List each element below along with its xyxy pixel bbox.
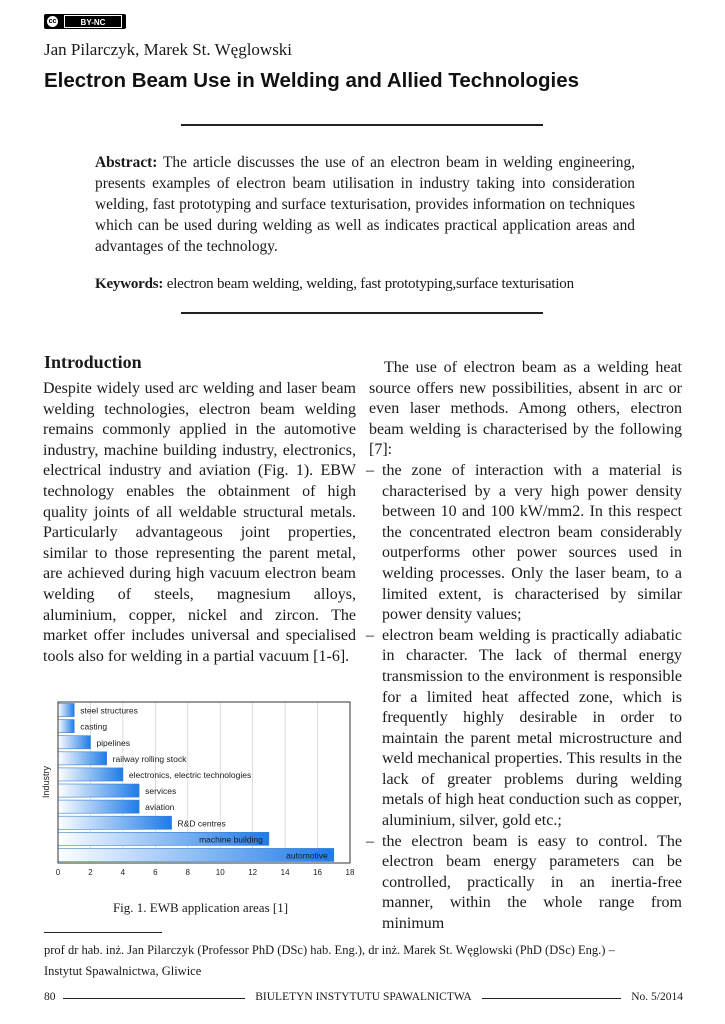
right-column — [366, 358, 682, 935]
abstract — [95, 152, 635, 257]
bar-label: aviation — [145, 802, 175, 813]
article-title: Electron Beam Use in Welding and Allied Technologies — [44, 69, 579, 92]
x-axis-ticks — [56, 868, 355, 877]
abstract-label: Abstract: — [95, 154, 158, 171]
bar-label: R&D centres — [177, 818, 226, 829]
chart-bar — [58, 736, 90, 749]
bullet-text: electron beam welding is practically adiabatic in character. The lack of thermal energy transmission to the environment is responsible for a limited heat affected zone, which is frequently highly desirable in order to maintain the parent metal microstructure and weld mechanical properties. This results in the lack of greater problems during welding metals of high heat conduction such as copper, aluminium, silver, gold etc.; — [382, 626, 682, 830]
bullet-text: the zone of interaction with a material is characterised by a very high power density between 10 and 100 kW/mm2. In this respect the concentrated electron beam considerably outperforms other power sources used in welding processes. Only the laser beam, to a limited extent, is characterised by similar power density values; — [382, 461, 682, 624]
chart-bar — [58, 720, 74, 733]
chart-bar — [58, 800, 139, 813]
x-tick-label: 18 — [345, 868, 355, 877]
list-item — [366, 626, 682, 832]
cc-badge: cc — [48, 18, 57, 25]
list-item — [366, 832, 682, 935]
authors: Jan Pilarczyk, Marek St. Węglowski — [44, 40, 293, 59]
keywords-label: Keywords: — [95, 276, 164, 292]
x-tick-label: 2 — [88, 868, 93, 877]
intro-paragraph: Despite widely used arc welding and laser beam welding technologies, electron beam welding remains commonly applied in the automotive industry, machine building industry, electronics, electrical industry and aviation (Fig. 1). EBW technology enables the obtainment of high quality joints of all weldable structural metals. Particularly advantageous joint properties, similar to those representing the parent metal, are achieved during high vacuum electron beam welding of steels, magnesium alloys, aluminium, copper, nickel and zircon. The market offer includes universal and specialised tools also for welding in a partial vacuum [1-6]. — [43, 380, 356, 665]
list-item — [366, 461, 682, 626]
bar-label: services — [145, 786, 177, 797]
ewb-chart — [40, 698, 358, 884]
chart-bar — [58, 704, 74, 717]
x-tick-label: 10 — [215, 868, 225, 877]
abstract-divider — [181, 312, 543, 314]
chart-bar — [58, 784, 139, 797]
keywords — [95, 276, 655, 293]
left-column — [43, 379, 356, 667]
x-tick-label: 16 — [313, 868, 323, 877]
footnote-line: prof dr hab. inż. Jan Pilarczyk (Professor PhD (DSc) hab. Eng.), dr inż. Marek St. Węglowski (PhD (DSc) Eng.) – — [44, 943, 615, 957]
footnote-line: Instytut Spawalnictwa, Gliwice — [44, 964, 202, 978]
journal-name: BIULETYN INSTYTUTU SPAWALNICTWA — [255, 991, 472, 1003]
footer-rule-right — [482, 998, 621, 999]
footnote — [44, 940, 684, 982]
figure-caption: Fig. 1. EWB application areas [1] — [112, 900, 289, 915]
bar-label: machine building — [199, 834, 263, 845]
bullet-dash: – — [366, 626, 374, 644]
y-axis-label: Industry — [41, 765, 51, 799]
x-tick-label: 0 — [55, 868, 61, 877]
issue-number: No. 5/2014 — [631, 991, 683, 1003]
abstract-text: The article discusses the use of an electron beam in welding engineering, presents examples of electron beam utilisation in industry taking into consideration welding, fast prototyping and surface texturisation, provides information on techniques which can be used during welding as well as indicates practical application areas and advantages of the technology. — [95, 154, 635, 255]
bar-label: casting — [80, 721, 108, 732]
bullet-text: the electron beam is easy to control. The electron beam energy parameters can be controlled, practically in an inertia-free manner, within the whole range from minimum — [382, 832, 682, 933]
x-tick-label: 14 — [280, 868, 290, 877]
bar-label: automotive — [286, 850, 328, 861]
bar-label: steel structures — [80, 705, 138, 716]
page-number: 80 — [44, 991, 56, 1003]
chart-bars — [58, 704, 334, 862]
keywords-text: electron beam welding, welding, fast prototyping,surface texturisation — [163, 276, 574, 292]
x-tick-label: 4 — [120, 868, 126, 877]
title-divider — [181, 124, 543, 126]
chart-bar — [58, 768, 123, 781]
x-tick-label: 12 — [248, 868, 258, 877]
section-heading: Introduction — [44, 352, 142, 372]
footnote-rule — [44, 932, 162, 933]
right-intro-paragraph: The use of electron beam as a welding heat source offers new possibilities, absent in arc or even laser methods. Among others, electron beam welding is characterised by the following [7]: — [369, 359, 682, 459]
x-tick-label: 6 — [153, 868, 158, 877]
license-label: BY-NC — [64, 15, 122, 28]
bar-label: railway rolling stock — [112, 753, 187, 764]
bar-label: electronics, electric technologies — [128, 770, 252, 780]
bullet-dash: – — [366, 832, 374, 850]
chart-bar — [58, 816, 172, 829]
cc-license-badge — [44, 14, 126, 29]
footer-rule-left — [63, 998, 245, 999]
bar-label: pipelines — [96, 737, 131, 748]
bullet-dash: – — [366, 461, 374, 479]
x-tick-label: 8 — [185, 868, 191, 877]
chart-bar — [58, 752, 107, 765]
